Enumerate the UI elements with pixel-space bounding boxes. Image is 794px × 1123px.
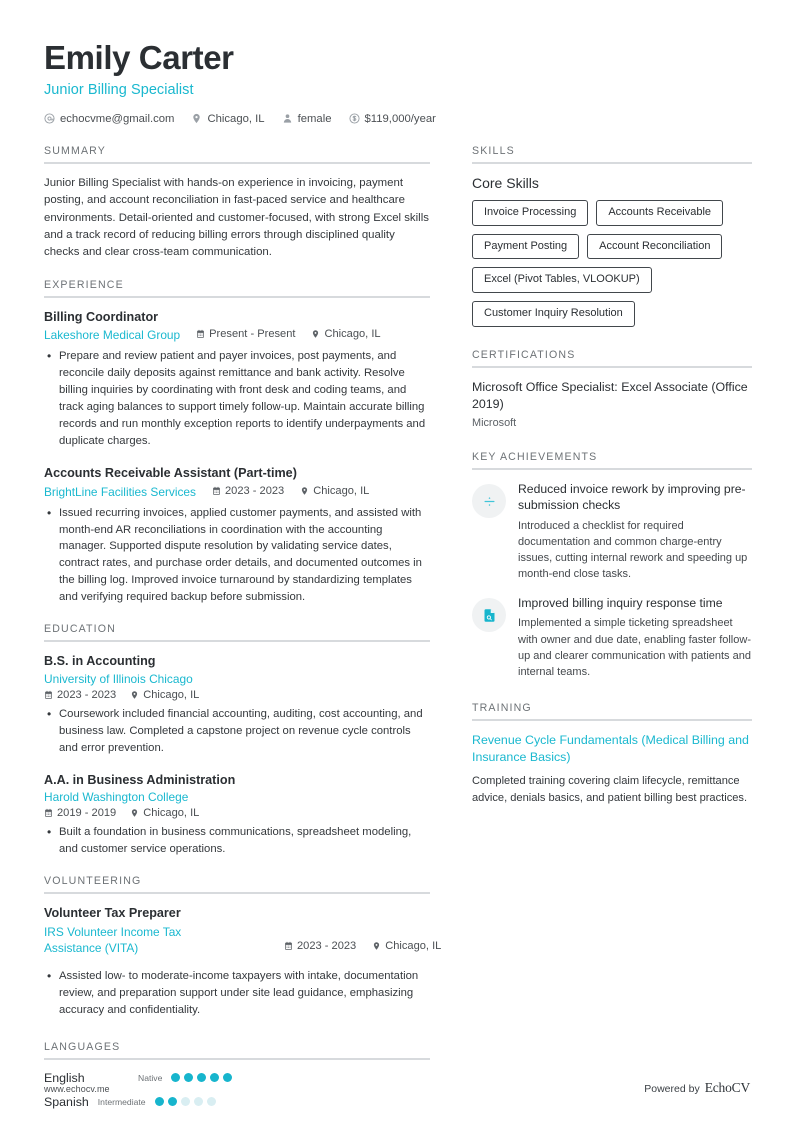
calendar-icon (196, 329, 205, 339)
skills-group-title: Core Skills (472, 174, 539, 191)
education-degree: A.A. in Business Administration (44, 772, 236, 787)
achievement-badge (472, 484, 506, 518)
experience-dates (212, 485, 284, 497)
training-item (472, 732, 752, 807)
section-skills (472, 145, 752, 327)
section-experience (44, 279, 430, 607)
bullet-item: • Assisted low- to moderate-income taxpayers with intake, documentation review, and preparation support under site lead guidance, emphasizing accuracy and confidentiality. (57, 968, 430, 1019)
volunteering-location-text: Chicago, IL (385, 939, 442, 952)
left-column (44, 144, 442, 1123)
education-meta (44, 689, 430, 701)
section-title-volunteering: VOLUNTEERING (44, 875, 142, 888)
section-rule (44, 640, 430, 642)
calendar-icon (44, 690, 53, 700)
education-location-text: Chicago, IL (143, 688, 200, 701)
experience-dates (196, 328, 295, 340)
section-rule (44, 296, 430, 298)
experience-location (300, 485, 369, 497)
bullet-item: • Built a foundation in business communications, spreadsheet modeling, and customer service operations. (57, 824, 430, 858)
location-pin-icon (130, 808, 139, 818)
skill-chip: Excel (Pivot Tables, VLOOKUP) (472, 267, 652, 293)
experience-entry (44, 309, 430, 450)
rating-dot (155, 1097, 164, 1106)
section-title-summary: SUMMARY (44, 144, 107, 157)
volunteering-location (372, 940, 441, 952)
location-pin-icon (372, 941, 381, 951)
candidate-name: Emily Carter (44, 39, 234, 76)
achievement-badge (472, 598, 506, 632)
achievement-item (472, 481, 752, 582)
language-item (44, 1095, 216, 1109)
achievement-body (518, 595, 752, 680)
experience-meta (44, 484, 430, 500)
education-meta (44, 807, 430, 819)
experience-organization: Lakeshore Medical Group (44, 328, 181, 343)
rating-dot (207, 1097, 216, 1106)
education-location-text: Chicago, IL (143, 807, 200, 820)
section-rule (44, 162, 430, 164)
right-column (472, 145, 752, 824)
section-title-experience: EXPERIENCE (44, 278, 124, 291)
education-degree: B.S. in Accounting (44, 654, 156, 669)
education-entry (44, 653, 430, 756)
section-rule (44, 892, 430, 894)
location-pin-icon (300, 486, 309, 496)
document-search-icon (482, 608, 497, 623)
calendar-icon (212, 486, 221, 496)
language-level: Native (138, 1072, 163, 1083)
location-pin-icon (191, 113, 202, 124)
resume-footer (44, 1080, 750, 1096)
contact-gender-text: female (297, 112, 332, 125)
achievement-title: Improved billing inquiry response time (518, 596, 723, 611)
experience-location-text: Chicago, IL (313, 484, 370, 497)
education-entry (44, 772, 430, 859)
certification-issuer: Microsoft (472, 417, 517, 430)
experience-role: Accounts Receivable Assistant (Part-time) (44, 465, 297, 480)
education-bullets (44, 824, 430, 858)
section-rule (472, 719, 752, 721)
volunteering-bullets (44, 968, 430, 1019)
division-sign-icon (482, 494, 497, 509)
certification-item (472, 379, 752, 429)
skill-chip: Customer Inquiry Resolution (472, 301, 635, 327)
volunteering-meta-right (284, 924, 441, 952)
at-email-icon (44, 113, 55, 124)
volunteering-organization: IRS Volunteer Income Tax Assistance (VITA) (44, 924, 182, 955)
bullet-item: • Issued recurring invoices, applied customer payments, and assisted with month-end AR reconciliations in coordination with the accounting manager. Supported dispute resolution by validating service dates, contract rates, and purchase order details, and documented outcomes in the billing log. Improved invoice turnaround by standardizing templates and verifying required backup before submission. (57, 505, 430, 607)
skill-chip: Account Reconciliation (587, 234, 722, 260)
section-rule (44, 1058, 430, 1060)
contact-location-text: Chicago, IL (207, 112, 265, 125)
summary-text: Junior Billing Specialist with hands-on experience in invoicing, payment posting, and account reconciliation in fast-paced service and healthcare environments. Detail-oriented and customer-focused, with strong Excel skills and a track record of reducing billing errors through disciplined quality checks and clear cross-team communication. (44, 176, 429, 259)
section-title-skills: SKILLS (472, 144, 515, 157)
experience-role: Billing Coordinator (44, 309, 159, 324)
language-level: Intermediate (97, 1096, 146, 1107)
contact-location (191, 113, 264, 125)
volunteering-dates (284, 940, 356, 952)
bullet-item: • Prepare and review patient and payer invoices, post payments, and reconcile daily deposits against remittance and bank activity. Resolve billing inquiries by coordinating with front desk and coding teams, and track aging balances to support timely follow-up. Maintain accurate billing records and run monthly exception reports to identify underpayments and duplicate charges. (57, 348, 430, 450)
section-title-languages: LANGUAGES (44, 1040, 121, 1053)
contact-email[interactable] (44, 113, 174, 125)
achievement-item (472, 595, 752, 680)
volunteering-dates-text: 2023 - 2023 (297, 939, 357, 952)
section-title-training: TRAINING (472, 702, 532, 715)
language-name: Spanish (44, 1094, 89, 1109)
calendar-icon (44, 808, 53, 818)
language-name: English (44, 1070, 85, 1085)
location-pin-icon (311, 329, 320, 339)
footer-powered-by (644, 1080, 750, 1096)
calendar-icon (284, 941, 293, 951)
contact-row (44, 113, 750, 125)
education-bullets (44, 706, 430, 757)
footer-powered-label: Powered by (644, 1083, 700, 1095)
bullet-item: • Coursework included financial accounting, auditing, cost accounting, and business law. Completed a capstone project on revenue cycle controls and error prevention. (57, 706, 430, 757)
contact-salary (349, 113, 436, 125)
education-location (130, 689, 199, 701)
experience-organization: BrightLine Facilities Services (44, 484, 196, 499)
education-dates-text: 2019 - 2019 (57, 807, 117, 820)
section-rule (472, 366, 752, 368)
experience-location-text: Chicago, IL (324, 328, 381, 341)
section-title-certifications: CERTIFICATIONS (472, 348, 576, 361)
section-key-achievements (472, 451, 752, 680)
section-training (472, 702, 752, 807)
skill-chip: Invoice Processing (472, 200, 588, 226)
section-title-education: EDUCATION (44, 623, 116, 636)
skill-chip: Accounts Receivable (596, 200, 723, 226)
education-dates-text: 2023 - 2023 (57, 688, 117, 701)
section-title-key-achievements: KEY ACHIEVEMENTS (472, 451, 598, 464)
volunteering-entry (44, 905, 442, 1019)
achievement-body (518, 481, 752, 582)
footer-site-url[interactable]: www.echocv.me (44, 1084, 110, 1094)
rating-dot (194, 1097, 203, 1106)
volunteering-meta (44, 924, 442, 956)
person-icon (282, 113, 293, 124)
experience-bullets (44, 348, 430, 450)
resume-header (0, 0, 794, 125)
rating-dot (168, 1097, 177, 1106)
education-school: University of Illinois Chicago (44, 671, 193, 686)
experience-entry (44, 465, 430, 606)
certification-name: Microsoft Office Specialist: Excel Associate (Office 2019) (472, 379, 748, 412)
candidate-job-title: Junior Billing Specialist (44, 81, 194, 98)
dollar-circle-icon (349, 113, 360, 124)
achievement-description: Introduced a checklist for required documentation and common charge-entry issues, cutting internal rework and speeding up month-end close tasks. (518, 519, 748, 581)
experience-bullets (44, 505, 430, 607)
contact-salary-text: $119,000/year (364, 112, 436, 125)
section-summary (44, 145, 430, 262)
section-rule (472, 162, 752, 164)
training-description: Completed training covering claim lifecycle, remittance advice, denials basics, and patient billing best practices. (472, 775, 748, 804)
language-rating-dots (155, 1097, 216, 1106)
education-dates (44, 807, 116, 819)
section-languages (44, 1041, 430, 1109)
education-school: Harold Washington College (44, 790, 189, 805)
experience-location (311, 328, 380, 340)
achievement-title: Reduced invoice rework by improving pre-submission checks (518, 482, 746, 513)
experience-dates-text: 2023 - 2023 (225, 484, 285, 497)
section-volunteering (44, 875, 442, 1019)
resume-body (0, 125, 794, 1123)
contact-email-text: echocvme@gmail.com (60, 112, 175, 125)
experience-dates-text: Present - Present (209, 328, 296, 341)
education-location (130, 807, 199, 819)
education-dates (44, 689, 116, 701)
contact-gender (282, 113, 332, 125)
volunteering-role: Volunteer Tax Preparer (44, 906, 181, 921)
rating-dot (181, 1097, 190, 1106)
training-title: Revenue Cycle Fundamentals (Medical Billing and Insurance Basics) (472, 733, 749, 765)
section-education (44, 623, 430, 858)
section-certifications (472, 349, 752, 429)
skills-chip-list (472, 200, 752, 327)
footer-brand-name: EchoCV (704, 1080, 750, 1095)
location-pin-icon (130, 690, 139, 700)
achievement-description: Implemented a simple ticketing spreadsheet with owner and due date, enabling faster follow-up and clearer communication with patients and internal teams. (518, 617, 751, 678)
experience-meta (44, 327, 430, 343)
section-rule (472, 468, 752, 470)
skill-chip: Payment Posting (472, 234, 579, 260)
